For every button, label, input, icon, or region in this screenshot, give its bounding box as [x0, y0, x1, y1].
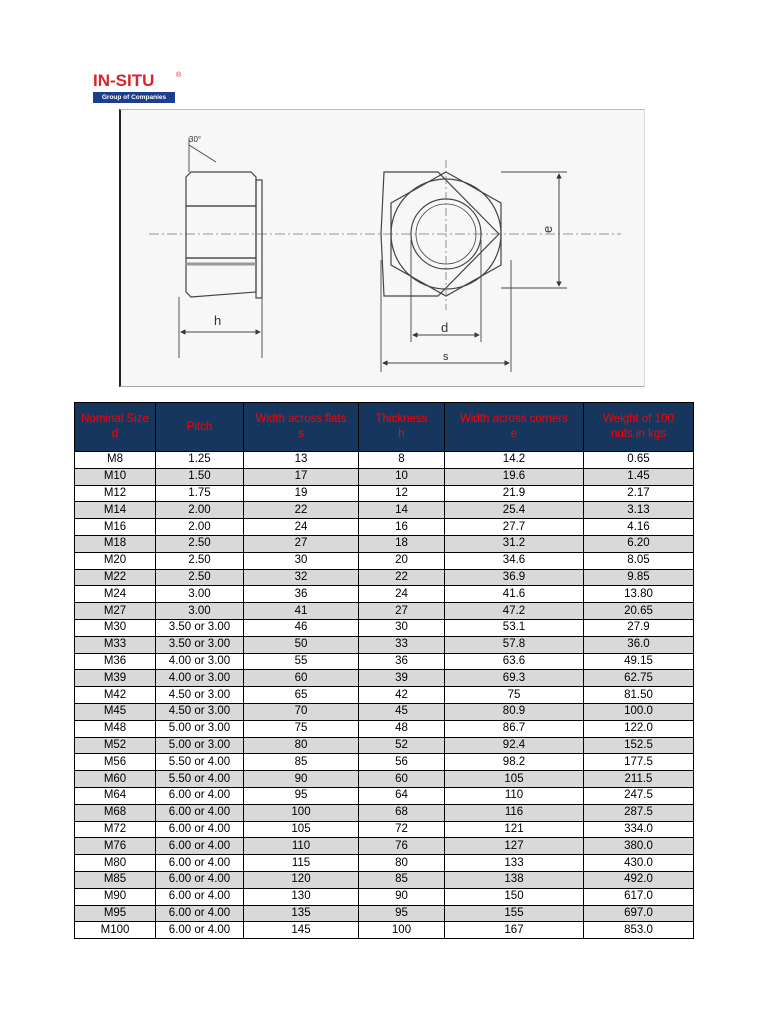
nominal-size-cell: M14 — [75, 502, 156, 519]
width-across-corners-cell: 31.2 — [445, 535, 584, 552]
width-across-corners-cell: 57.8 — [445, 636, 584, 653]
pitch-cell: 1.25 — [156, 452, 244, 469]
width-across-flats-cell: 13 — [244, 452, 359, 469]
nominal-size-cell: M39 — [75, 670, 156, 687]
width-across-corners-cell: 27.7 — [445, 519, 584, 536]
pitch-cell: 3.50 or 3.00 — [156, 619, 244, 636]
weight-cell: 492.0 — [584, 871, 694, 888]
table-row — [75, 502, 694, 519]
thickness-cell: 64 — [359, 787, 445, 804]
pitch-cell: 6.00 or 4.00 — [156, 922, 244, 939]
width-across-flats-cell: 95 — [244, 787, 359, 804]
nominal-size-cell: M60 — [75, 771, 156, 788]
logo-name: IN-SITU — [93, 71, 155, 90]
table-row — [75, 771, 694, 788]
weight-cell: 36.0 — [584, 636, 694, 653]
angle-label: 30° — [189, 135, 202, 144]
nominal-size-cell: M48 — [75, 720, 156, 737]
width-across-corners-cell: 21.9 — [445, 485, 584, 502]
thickness-cell: 16 — [359, 519, 445, 536]
nut-diagram — [121, 110, 644, 386]
width-across-corners-cell: 110 — [445, 787, 584, 804]
table-row — [75, 452, 694, 469]
pitch-cell: 6.00 or 4.00 — [156, 821, 244, 838]
width-across-flats-cell: 75 — [244, 720, 359, 737]
weight-cell: 334.0 — [584, 821, 694, 838]
weight-cell: 81.50 — [584, 687, 694, 704]
weight-cell: 247.5 — [584, 787, 694, 804]
weight-cell: 152.5 — [584, 737, 694, 754]
width-across-flats-cell: 60 — [244, 670, 359, 687]
thickness-cell: 8 — [359, 452, 445, 469]
weight-cell: 380.0 — [584, 838, 694, 855]
thickness-cell: 12 — [359, 485, 445, 502]
nominal-size-cell: M8 — [75, 452, 156, 469]
registered-mark: ® — [176, 72, 182, 79]
width-across-flats-cell: 130 — [244, 888, 359, 905]
table-row — [75, 485, 694, 502]
weight-cell: 4.16 — [584, 519, 694, 536]
h-label: h — [214, 313, 222, 328]
width-across-flats-cell: 32 — [244, 569, 359, 586]
table-row — [75, 569, 694, 586]
width-across-flats-cell: 135 — [244, 905, 359, 922]
nominal-size-cell: M90 — [75, 888, 156, 905]
table-body — [75, 452, 694, 939]
table-row — [75, 821, 694, 838]
width-across-corners-cell: 127 — [445, 838, 584, 855]
table-row — [75, 586, 694, 603]
width-across-flats-cell: 80 — [244, 737, 359, 754]
table-row — [75, 804, 694, 821]
nominal-size-cell: M18 — [75, 535, 156, 552]
width-across-flats-cell: 105 — [244, 821, 359, 838]
nominal-size-cell: M36 — [75, 653, 156, 670]
nominal-size-cell: M68 — [75, 804, 156, 821]
nominal-size-cell: M27 — [75, 603, 156, 620]
weight-cell: 49.15 — [584, 653, 694, 670]
nominal-size-cell: M45 — [75, 703, 156, 720]
table-row — [75, 754, 694, 771]
table-row — [75, 603, 694, 620]
table-row — [75, 905, 694, 922]
thickness-cell: 33 — [359, 636, 445, 653]
pitch-cell: 3.00 — [156, 603, 244, 620]
table-row — [75, 838, 694, 855]
nominal-size-cell: M56 — [75, 754, 156, 771]
thickness-cell: 36 — [359, 653, 445, 670]
width-across-flats-cell: 36 — [244, 586, 359, 603]
table-row — [75, 888, 694, 905]
pitch-cell: 3.00 — [156, 586, 244, 603]
thickness-cell: 68 — [359, 804, 445, 821]
width-across-flats-cell: 110 — [244, 838, 359, 855]
width-across-corners-cell: 80.9 — [445, 703, 584, 720]
weight-cell: 13.80 — [584, 586, 694, 603]
pitch-cell: 6.00 or 4.00 — [156, 871, 244, 888]
pitch-cell: 4.00 or 3.00 — [156, 670, 244, 687]
thickness-cell: 85 — [359, 871, 445, 888]
nominal-size-cell: M80 — [75, 855, 156, 872]
width-across-flats-cell: 65 — [244, 687, 359, 704]
weight-cell: 430.0 — [584, 855, 694, 872]
width-across-corners-cell: 92.4 — [445, 737, 584, 754]
header-weight: Weight of 100 nuts in kgs — [584, 403, 694, 452]
front-view — [381, 160, 567, 372]
weight-cell: 3.13 — [584, 502, 694, 519]
table-row — [75, 787, 694, 804]
logo-tagline: Group of Companies — [93, 92, 175, 103]
table-row — [75, 619, 694, 636]
width-across-corners-cell: 47.2 — [445, 603, 584, 620]
nominal-size-cell: M72 — [75, 821, 156, 838]
table-row — [75, 468, 694, 485]
thickness-cell: 42 — [359, 687, 445, 704]
nominal-size-cell: M10 — [75, 468, 156, 485]
thickness-cell: 45 — [359, 703, 445, 720]
table-row — [75, 519, 694, 536]
header-width-across-flats: Width across flats s — [244, 403, 359, 452]
thickness-cell: 27 — [359, 603, 445, 620]
weight-cell: 62.75 — [584, 670, 694, 687]
table-row — [75, 670, 694, 687]
width-across-corners-cell: 167 — [445, 922, 584, 939]
nominal-size-cell: M20 — [75, 552, 156, 569]
width-across-flats-cell: 50 — [244, 636, 359, 653]
width-across-flats-cell: 17 — [244, 468, 359, 485]
pitch-cell: 1.75 — [156, 485, 244, 502]
width-across-flats-cell: 27 — [244, 535, 359, 552]
pitch-cell: 2.50 — [156, 569, 244, 586]
table-row — [75, 552, 694, 569]
width-across-corners-cell: 41.6 — [445, 586, 584, 603]
header-thickness: Thickness h — [359, 403, 445, 452]
pitch-cell: 6.00 or 4.00 — [156, 787, 244, 804]
table-row — [75, 855, 694, 872]
pitch-cell: 2.50 — [156, 535, 244, 552]
thickness-cell: 39 — [359, 670, 445, 687]
thickness-cell: 80 — [359, 855, 445, 872]
width-across-corners-cell: 105 — [445, 771, 584, 788]
table-row — [75, 871, 694, 888]
width-across-corners-cell: 25.4 — [445, 502, 584, 519]
thickness-cell: 95 — [359, 905, 445, 922]
thickness-cell: 24 — [359, 586, 445, 603]
thickness-cell: 90 — [359, 888, 445, 905]
width-across-corners-cell: 36.9 — [445, 569, 584, 586]
nominal-size-cell: M85 — [75, 871, 156, 888]
width-across-corners-cell: 75 — [445, 687, 584, 704]
pitch-cell: 3.50 or 3.00 — [156, 636, 244, 653]
e-label: e — [540, 225, 555, 233]
pitch-cell: 6.00 or 4.00 — [156, 905, 244, 922]
width-across-flats-cell: 100 — [244, 804, 359, 821]
width-across-corners-cell: 138 — [445, 871, 584, 888]
hex-nut-technical-drawing — [119, 109, 645, 387]
width-across-corners-cell: 69.3 — [445, 670, 584, 687]
nominal-size-cell: M33 — [75, 636, 156, 653]
thickness-cell: 60 — [359, 771, 445, 788]
thickness-cell: 22 — [359, 569, 445, 586]
pitch-cell: 2.00 — [156, 519, 244, 536]
weight-cell: 20.65 — [584, 603, 694, 620]
width-across-flats-cell: 115 — [244, 855, 359, 872]
pitch-cell: 5.50 or 4.00 — [156, 771, 244, 788]
weight-cell: 0.65 — [584, 452, 694, 469]
width-across-flats-cell: 41 — [244, 603, 359, 620]
width-across-corners-cell: 63.6 — [445, 653, 584, 670]
nominal-size-cell: M22 — [75, 569, 156, 586]
weight-cell: 617.0 — [584, 888, 694, 905]
table-row — [75, 687, 694, 704]
weight-cell: 27.9 — [584, 619, 694, 636]
width-across-flats-cell: 70 — [244, 703, 359, 720]
width-across-corners-cell: 121 — [445, 821, 584, 838]
table-row — [75, 636, 694, 653]
width-across-flats-cell: 145 — [244, 922, 359, 939]
weight-cell: 9.85 — [584, 569, 694, 586]
width-across-corners-cell: 150 — [445, 888, 584, 905]
pitch-cell: 6.00 or 4.00 — [156, 804, 244, 821]
weight-cell: 100.0 — [584, 703, 694, 720]
company-logo — [93, 71, 182, 104]
width-across-flats-cell: 55 — [244, 653, 359, 670]
pitch-cell: 5.00 or 3.00 — [156, 737, 244, 754]
table-row — [75, 653, 694, 670]
weight-cell: 697.0 — [584, 905, 694, 922]
nominal-size-cell: M24 — [75, 586, 156, 603]
thickness-cell: 18 — [359, 535, 445, 552]
pitch-cell: 5.00 or 3.00 — [156, 720, 244, 737]
thickness-cell: 76 — [359, 838, 445, 855]
nominal-size-cell: M30 — [75, 619, 156, 636]
width-across-corners-cell: 155 — [445, 905, 584, 922]
pitch-cell: 4.50 or 3.00 — [156, 687, 244, 704]
thickness-cell: 30 — [359, 619, 445, 636]
thickness-cell: 48 — [359, 720, 445, 737]
nominal-size-cell: M76 — [75, 838, 156, 855]
table-row — [75, 535, 694, 552]
header-nominal-size: Nominal Size d — [75, 403, 156, 452]
hex-nut-specification-table — [74, 402, 694, 939]
weight-cell: 211.5 — [584, 771, 694, 788]
table-row — [75, 737, 694, 754]
width-across-flats-cell: 120 — [244, 871, 359, 888]
pitch-cell: 2.50 — [156, 552, 244, 569]
weight-cell: 2.17 — [584, 485, 694, 502]
width-across-corners-cell: 19.6 — [445, 468, 584, 485]
width-across-corners-cell: 86.7 — [445, 720, 584, 737]
width-across-flats-cell: 46 — [244, 619, 359, 636]
nominal-size-cell: M16 — [75, 519, 156, 536]
pitch-cell: 4.50 or 3.00 — [156, 703, 244, 720]
thickness-cell: 14 — [359, 502, 445, 519]
width-across-flats-cell: 22 — [244, 502, 359, 519]
width-across-corners-cell: 98.2 — [445, 754, 584, 771]
nominal-size-cell: M52 — [75, 737, 156, 754]
pitch-cell: 4.00 or 3.00 — [156, 653, 244, 670]
table-row — [75, 703, 694, 720]
thickness-cell: 72 — [359, 821, 445, 838]
weight-cell: 287.5 — [584, 804, 694, 821]
table-row — [75, 922, 694, 939]
thickness-cell: 20 — [359, 552, 445, 569]
width-across-corners-cell: 53.1 — [445, 619, 584, 636]
weight-cell: 177.5 — [584, 754, 694, 771]
width-across-corners-cell: 34.6 — [445, 552, 584, 569]
weight-cell: 6.20 — [584, 535, 694, 552]
nominal-size-cell: M64 — [75, 787, 156, 804]
weight-cell: 8.05 — [584, 552, 694, 569]
width-across-flats-cell: 85 — [244, 754, 359, 771]
header-width-across-corners: Width across corners e — [445, 403, 584, 452]
nominal-size-cell: M95 — [75, 905, 156, 922]
table-row — [75, 720, 694, 737]
width-across-flats-cell: 30 — [244, 552, 359, 569]
width-across-flats-cell: 24 — [244, 519, 359, 536]
nominal-size-cell: M42 — [75, 687, 156, 704]
weight-cell: 122.0 — [584, 720, 694, 737]
table-header-row — [75, 403, 694, 452]
pitch-cell: 6.00 or 4.00 — [156, 838, 244, 855]
width-across-corners-cell: 133 — [445, 855, 584, 872]
thickness-cell: 52 — [359, 737, 445, 754]
width-across-corners-cell: 14.2 — [445, 452, 584, 469]
pitch-cell: 6.00 or 4.00 — [156, 888, 244, 905]
width-across-corners-cell: 116 — [445, 804, 584, 821]
thickness-cell: 10 — [359, 468, 445, 485]
header-pitch: Pitch — [156, 403, 244, 452]
pitch-cell: 1.50 — [156, 468, 244, 485]
pitch-cell: 5.50 or 4.00 — [156, 754, 244, 771]
s-label: s — [443, 351, 449, 363]
width-across-flats-cell: 90 — [244, 771, 359, 788]
pitch-cell: 6.00 or 4.00 — [156, 855, 244, 872]
width-across-flats-cell: 19 — [244, 485, 359, 502]
pitch-cell: 2.00 — [156, 502, 244, 519]
weight-cell: 853.0 — [584, 922, 694, 939]
d-label: d — [441, 320, 449, 335]
nominal-size-cell: M12 — [75, 485, 156, 502]
thickness-cell: 56 — [359, 754, 445, 771]
nominal-size-cell: M100 — [75, 922, 156, 939]
thickness-cell: 100 — [359, 922, 445, 939]
weight-cell: 1.45 — [584, 468, 694, 485]
